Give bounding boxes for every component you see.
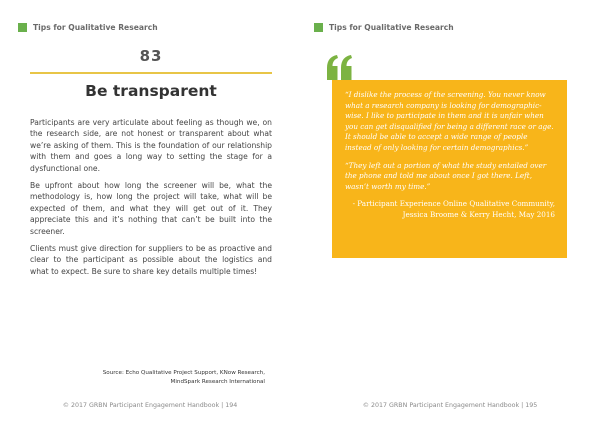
right-page-header: [314, 23, 454, 32]
left-footer: © 2017 GRBN Participant Engagement Handbook | 194: [62, 402, 238, 409]
right-header-text: Tips for Qualitative Research: [329, 23, 454, 32]
quote-text: “I dislike the process of the screening. You never know what a research company is looking for demographic-wise. I like to participate in them and it is unfair when you can get disqualified for being a different race or age. It should be able to accept a wide range of people instead of only looking for certain demographics.”: [345, 90, 554, 152]
left-header-text: Tips for Qualitative Research: [33, 23, 158, 32]
attribution-line: - Participant Experience Online Qualitative Community,: [352, 199, 555, 209]
quote-attribution: [345, 199, 555, 220]
right-page: [300, 0, 600, 424]
title-divider: [30, 72, 272, 74]
body-paragraph: Be upfront about how long the screener will be, what the methodology is, how long the project will take, what will be expected of them, and what they will get out of it. They appreciate this and it’s nothing that can’t be built into the screener.: [30, 181, 272, 236]
participant-quote-box: [332, 80, 567, 258]
source-citation: [60, 369, 265, 386]
tip-body: [30, 117, 272, 283]
source-line: MindSpark Research International: [170, 378, 265, 385]
body-paragraph: Participants are very articulate about feeling as though we, on the research side, are not honest or transparent about what we’re asking of them. This is the foundation of our relationship with them and goes a long way to setting the stage for a dysfunctional one.: [30, 118, 272, 173]
source-line: Source: Echo Qualitative Project Support, KNow Research,: [102, 370, 265, 376]
green-square-icon: [314, 23, 323, 32]
tip-title: Be transparent: [85, 82, 217, 100]
right-footer: © 2017 GRBN Participant Engagement Handbook | 195: [362, 402, 538, 409]
left-page-header: [18, 23, 158, 32]
quote-mark-icon: [325, 54, 355, 82]
quote-text: “They left out a portion of what the study entailed over the phone and told me about once I got there. Left, wasn’t worth my time.”: [345, 160, 547, 191]
attribution-line: Jessica Broome & Kerry Hecht, May 2016: [402, 209, 555, 219]
body-paragraph: Clients must give direction for suppliers to be as proactive and clear to the participant as possible about the logistics and what to expect. Be sure to share key details multiple times!: [30, 244, 272, 276]
tip-number: 83: [139, 47, 163, 65]
green-square-icon: [18, 23, 27, 32]
